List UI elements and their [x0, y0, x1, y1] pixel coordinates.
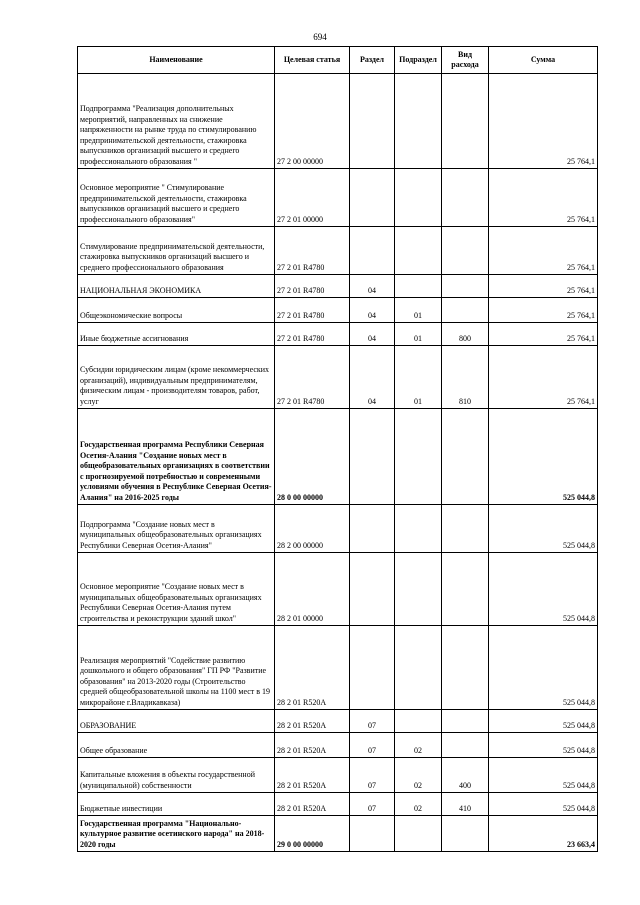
cell-name: Капитальные вложения в объекты государственной (муниципальной) собственности — [78, 758, 275, 793]
cell-expense-type — [442, 169, 489, 227]
table-row — [78, 626, 598, 710]
cell-expense-type — [442, 710, 489, 733]
cell-section: 04 — [350, 275, 395, 298]
cell-subsection — [395, 816, 442, 852]
cell-section — [350, 816, 395, 852]
table-row — [78, 816, 598, 852]
cell-amount: 25 764,1 — [489, 227, 598, 275]
cell-target-article: 27 2 01 R4780 — [275, 298, 350, 323]
cell-amount: 25 764,1 — [489, 275, 598, 298]
cell-section: 07 — [350, 758, 395, 793]
cell-expense-type — [442, 275, 489, 298]
cell-name: Реализация мероприятий "Содействие развитию дошкольного и общего образования" ГП РФ "Развитие образования" на 2013-2020 годы (Строительство средней общеобразовательной школы на 1100 мест в 19 микрорайоне г.Владикавказа) — [78, 626, 275, 710]
table-row — [78, 505, 598, 553]
cell-section: 07 — [350, 710, 395, 733]
cell-subsection — [395, 275, 442, 298]
table-row — [78, 323, 598, 346]
table-row — [78, 227, 598, 275]
cell-expense-type — [442, 298, 489, 323]
cell-target-article: 28 2 01 R520A — [275, 733, 350, 758]
table-row — [78, 346, 598, 409]
cell-expense-type: 410 — [442, 793, 489, 816]
cell-section: 04 — [350, 346, 395, 409]
cell-amount: 23 663,4 — [489, 816, 598, 852]
cell-subsection: 02 — [395, 758, 442, 793]
cell-target-article: 27 2 01 00000 — [275, 169, 350, 227]
cell-name: Иные бюджетные ассигнования — [78, 323, 275, 346]
cell-subsection: 01 — [395, 323, 442, 346]
header-section: Раздел — [350, 47, 395, 74]
table-row — [78, 169, 598, 227]
cell-amount: 525 044,8 — [489, 758, 598, 793]
table-row — [78, 733, 598, 758]
cell-subsection — [395, 626, 442, 710]
cell-target-article: 28 2 00 00000 — [275, 505, 350, 553]
table-body — [78, 74, 598, 852]
cell-target-article: 27 2 01 R4780 — [275, 227, 350, 275]
cell-name: Общее образование — [78, 733, 275, 758]
cell-expense-type — [442, 505, 489, 553]
cell-section — [350, 626, 395, 710]
cell-section: 07 — [350, 733, 395, 758]
cell-amount: 525 044,8 — [489, 710, 598, 733]
page-number: 694 — [313, 32, 327, 42]
cell-subsection — [395, 169, 442, 227]
cell-target-article: 27 2 01 R4780 — [275, 346, 350, 409]
cell-expense-type: 400 — [442, 758, 489, 793]
table-row — [78, 298, 598, 323]
cell-amount: 25 764,1 — [489, 74, 598, 169]
table-row — [78, 409, 598, 505]
header-name: Наименование — [78, 47, 275, 74]
cell-target-article: 27 2 00 00000 — [275, 74, 350, 169]
header-target-article: Целевая статья — [275, 47, 350, 74]
cell-target-article: 28 2 01 00000 — [275, 553, 350, 626]
cell-name: Общеэкономические вопросы — [78, 298, 275, 323]
cell-target-article: 28 2 01 R520A — [275, 710, 350, 733]
cell-section — [350, 505, 395, 553]
cell-target-article: 28 0 00 00000 — [275, 409, 350, 505]
cell-name: Субсидии юридическим лицам (кроме некоммерческих организаций), индивидуальным предпринимателям, физическим лицам - производителям товаров, работ, услуг — [78, 346, 275, 409]
cell-section: 04 — [350, 298, 395, 323]
cell-expense-type — [442, 626, 489, 710]
cell-name: Основное мероприятие " Стимулирование предпринимательской деятельности, стажировка выпускников организаций высшего и среднего профессионального образования" — [78, 169, 275, 227]
cell-name: Подпрограмма "Создание новых мест в муниципальных общеобразовательных организациях Республики Северная Осетия-Алания" — [78, 505, 275, 553]
cell-section — [350, 553, 395, 626]
cell-expense-type — [442, 74, 489, 169]
cell-amount: 525 044,8 — [489, 733, 598, 758]
table-row — [78, 758, 598, 793]
cell-target-article: 27 2 01 R4780 — [275, 323, 350, 346]
cell-expense-type — [442, 733, 489, 758]
table-header-row — [78, 47, 598, 74]
cell-subsection — [395, 74, 442, 169]
cell-section: 07 — [350, 793, 395, 816]
cell-amount: 25 764,1 — [489, 298, 598, 323]
table-row — [78, 710, 598, 733]
cell-target-article: 28 2 01 R520A — [275, 793, 350, 816]
cell-name: НАЦИОНАЛЬНАЯ ЭКОНОМИКА — [78, 275, 275, 298]
cell-subsection: 01 — [395, 346, 442, 409]
budget-table — [77, 46, 598, 852]
cell-amount: 25 764,1 — [489, 346, 598, 409]
table-row — [78, 793, 598, 816]
table-row — [78, 74, 598, 169]
cell-subsection — [395, 505, 442, 553]
cell-subsection: 01 — [395, 298, 442, 323]
cell-subsection: 02 — [395, 793, 442, 816]
cell-section — [350, 409, 395, 505]
cell-section: 04 — [350, 323, 395, 346]
cell-target-article: 28 2 01 R520A — [275, 626, 350, 710]
cell-name: Основное мероприятие "Создание новых мест в муниципальных общеобразовательных организациях Республики Северная Осетия-Алания путем строительства и реконструкции зданий школ" — [78, 553, 275, 626]
header-expense-type: Вид расхода — [442, 47, 489, 74]
cell-expense-type: 800 — [442, 323, 489, 346]
cell-subsection — [395, 409, 442, 505]
table-row — [78, 553, 598, 626]
cell-target-article: 27 2 01 R4780 — [275, 275, 350, 298]
cell-name: ОБРАЗОВАНИЕ — [78, 710, 275, 733]
cell-target-article: 29 0 00 00000 — [275, 816, 350, 852]
cell-target-article: 28 2 01 R520A — [275, 758, 350, 793]
cell-amount: 525 044,8 — [489, 409, 598, 505]
cell-amount: 525 044,8 — [489, 793, 598, 816]
cell-amount: 525 044,8 — [489, 553, 598, 626]
cell-expense-type — [442, 553, 489, 626]
cell-subsection — [395, 227, 442, 275]
table-row — [78, 275, 598, 298]
cell-expense-type — [442, 816, 489, 852]
cell-subsection: 02 — [395, 733, 442, 758]
cell-name: Государственная программа "Национально-культурное развитие осетинского народа" на 2018-2020 годы — [78, 816, 275, 852]
cell-section — [350, 227, 395, 275]
cell-subsection — [395, 553, 442, 626]
cell-section — [350, 74, 395, 169]
cell-name: Бюджетные инвестиции — [78, 793, 275, 816]
cell-amount: 25 764,1 — [489, 169, 598, 227]
cell-name: Стимулирование предпринимательской деятельности, стажировка выпускников организаций высшего и среднего профессионального образования — [78, 227, 275, 275]
cell-amount: 25 764,1 — [489, 323, 598, 346]
cell-name: Государственная программа Республики Северная Осетия-Алания "Создание новых мест в общеобразовательных организациях в соответствии с прогнозируемой потребностью и современными условиями обучения в Республике Северная Осетия-Алания" на 2016-2025 годы — [78, 409, 275, 505]
cell-expense-type — [442, 227, 489, 275]
cell-name: Подпрограмма "Реализация дополнительных мероприятий, направленных на снижение напряженности на рынке труда по стимулированию предпринимательской деятельности, стажировка выпускников организаций высшего и среднего профессионального образования " — [78, 74, 275, 169]
cell-expense-type: 810 — [442, 346, 489, 409]
cell-amount: 525 044,8 — [489, 505, 598, 553]
cell-expense-type — [442, 409, 489, 505]
header-amount: Сумма — [489, 47, 598, 74]
cell-amount: 525 044,8 — [489, 626, 598, 710]
cell-section — [350, 169, 395, 227]
cell-subsection — [395, 710, 442, 733]
header-subsection: Подраздел — [395, 47, 442, 74]
